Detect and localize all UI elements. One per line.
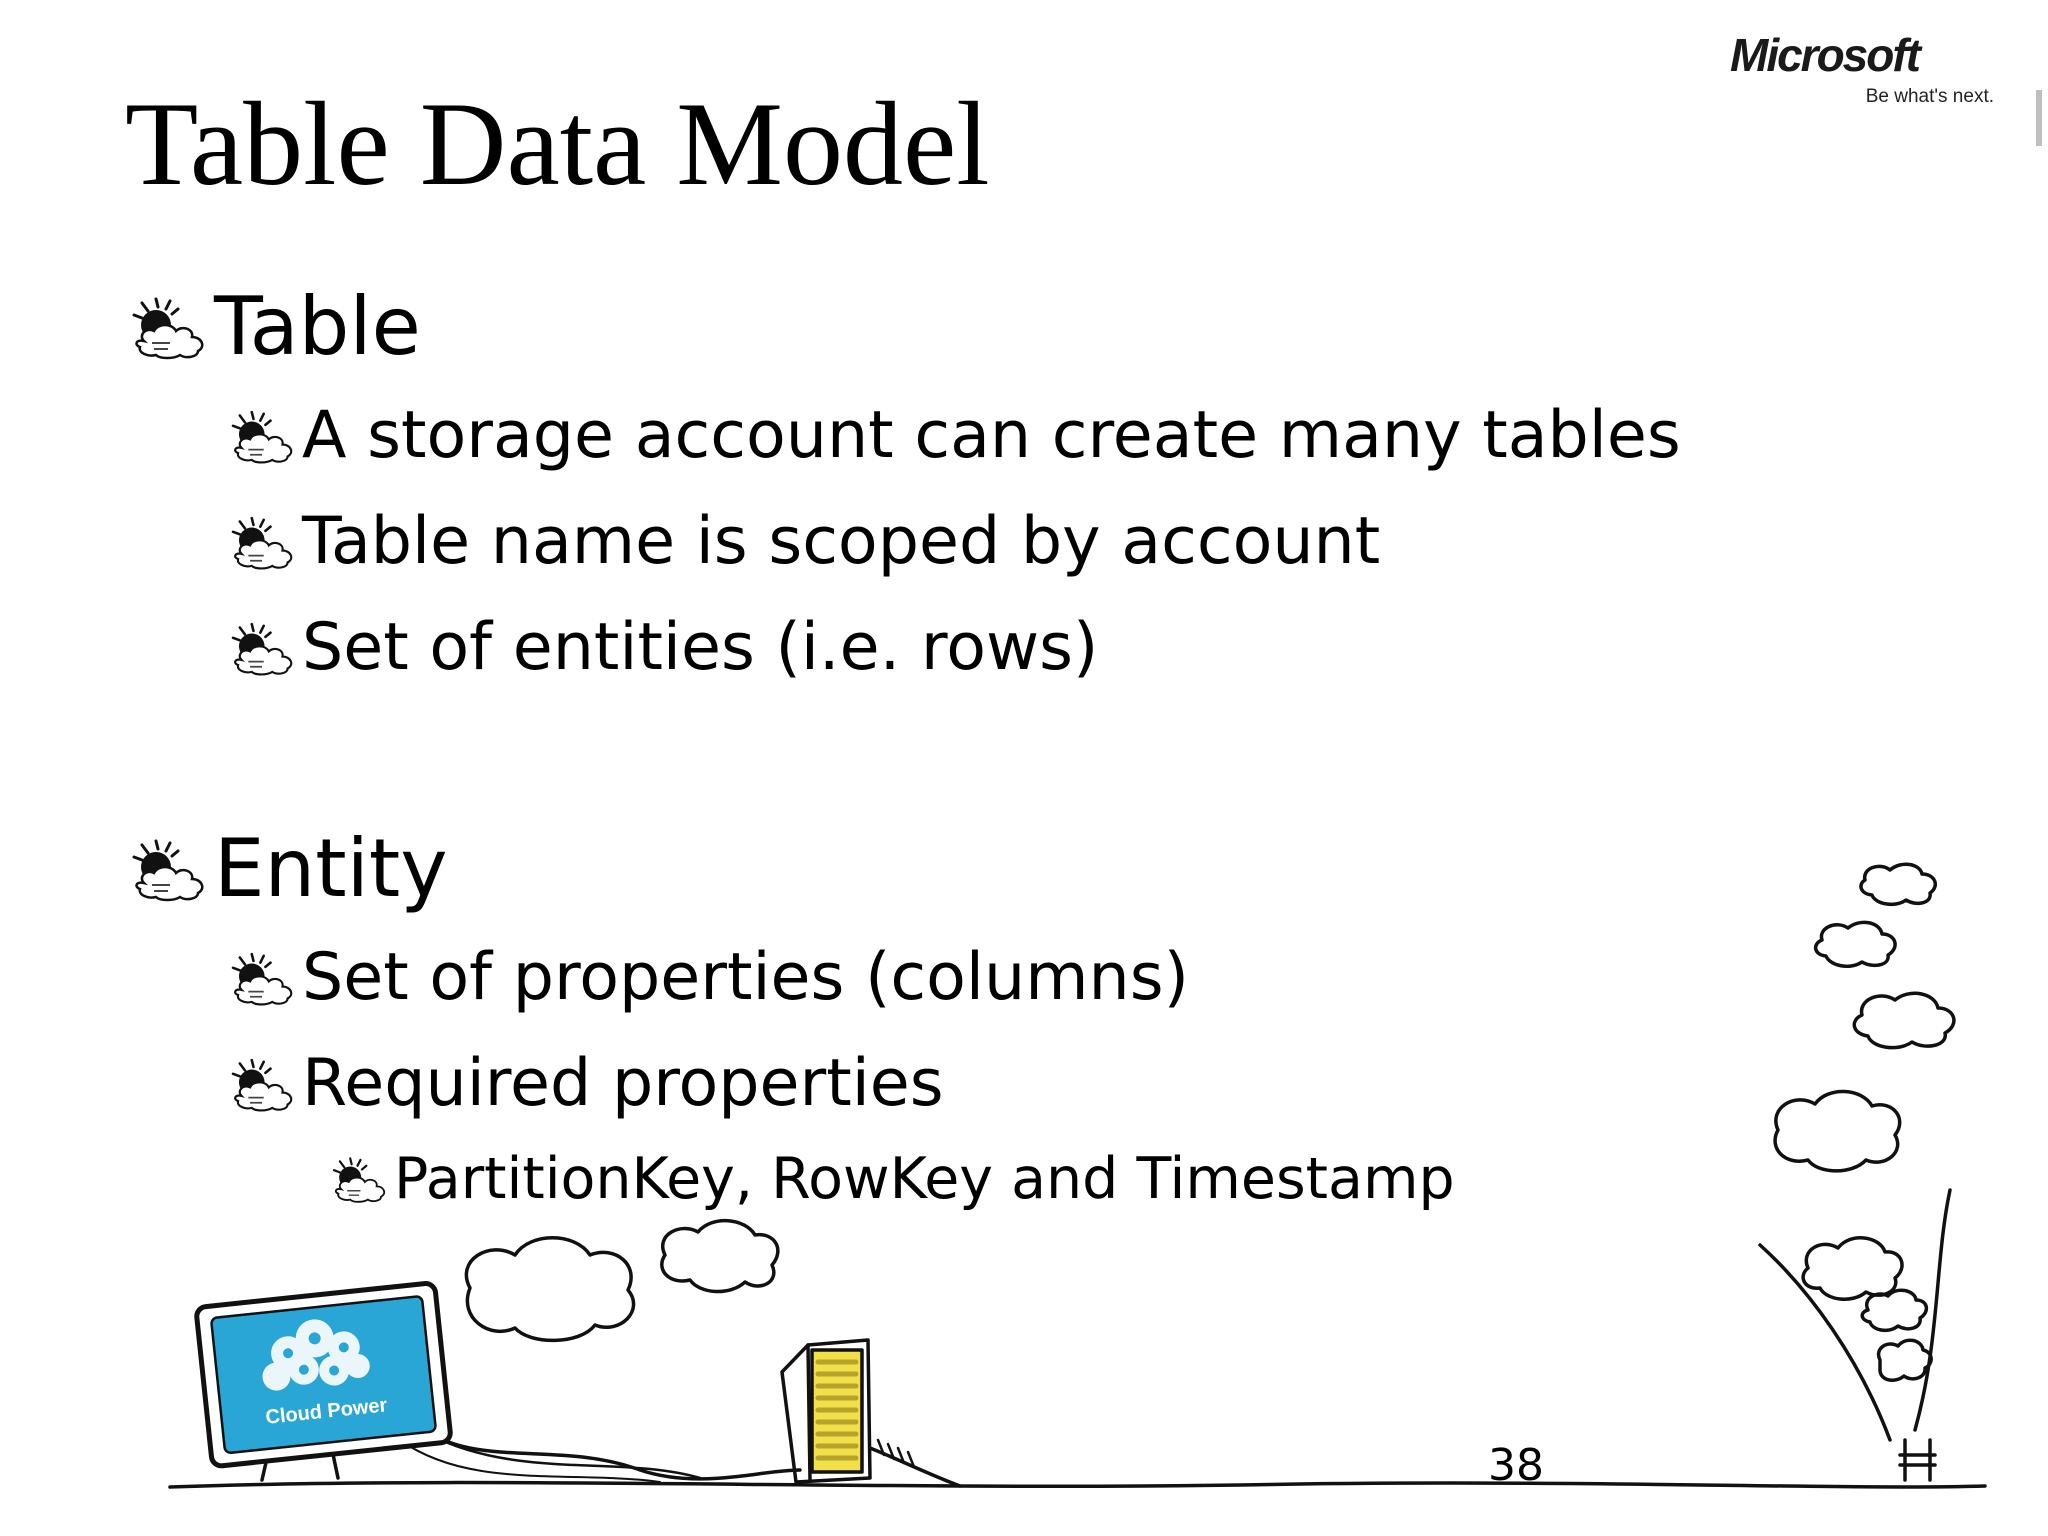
bullet-item [226, 504, 1380, 579]
monitor-label: Cloud Power [264, 1394, 389, 1429]
sun-cloud-bullet-icon [226, 949, 298, 1007]
cloud-doodle [1816, 922, 1896, 966]
bullet-item [226, 1046, 944, 1121]
monitor [196, 1283, 451, 1467]
bullet-item [226, 610, 1098, 685]
bullet-item-text: Set of entities (i.e. rows) [302, 610, 1099, 685]
logo-tagline: Be what's next. [1865, 86, 1994, 107]
bullet-heading-text: Table [214, 280, 421, 373]
edge-mark [2036, 90, 2042, 146]
bullet-heading-table [126, 280, 421, 373]
cloud-doodle [1803, 1238, 1902, 1299]
sun-cloud-bullet-icon [226, 1055, 298, 1113]
sun-cloud-bullet-icon [328, 1154, 390, 1204]
cloud-doodle [662, 1221, 778, 1292]
slide-title: Table Data Model [125, 77, 990, 210]
bullet-item-text: Set of properties (columns) [302, 940, 1189, 1015]
cloud-doodle [466, 1238, 633, 1341]
cloud-doodle [1879, 1340, 1932, 1380]
bullet-item [226, 940, 1189, 1015]
microsoft-logo [1730, 28, 2010, 118]
sun-cloud-bullet-icon [126, 835, 210, 903]
bullet-item-text: Required properties [302, 1046, 944, 1121]
cloud-doodle [1862, 1290, 1926, 1330]
logo-wordmark: Microsoft [1730, 29, 1919, 81]
sun-cloud-bullet-icon [126, 293, 210, 361]
sun-cloud-bullet-icon [226, 619, 298, 677]
ground-line [170, 1483, 1985, 1487]
bullet-item-text: A storage account can create many tables [302, 398, 1681, 473]
sun-cloud-bullet-icon [226, 513, 298, 571]
cloud-doodle [1854, 993, 1954, 1047]
bullet-item [226, 398, 1681, 473]
bullet-subitem [328, 1146, 1455, 1212]
cloud-doodle [1861, 864, 1935, 904]
page-number: 38 [1488, 1440, 1544, 1491]
bullet-subitem-text: PartitionKey, RowKey and Timestamp [394, 1146, 1455, 1212]
cloud-doodle [1775, 1091, 1900, 1170]
sun-cloud-bullet-icon [226, 407, 298, 465]
bullet-item-text: Table name is scoped by account [302, 504, 1381, 579]
bullet-heading-entity [126, 822, 448, 915]
bullet-heading-text: Entity [214, 822, 448, 915]
